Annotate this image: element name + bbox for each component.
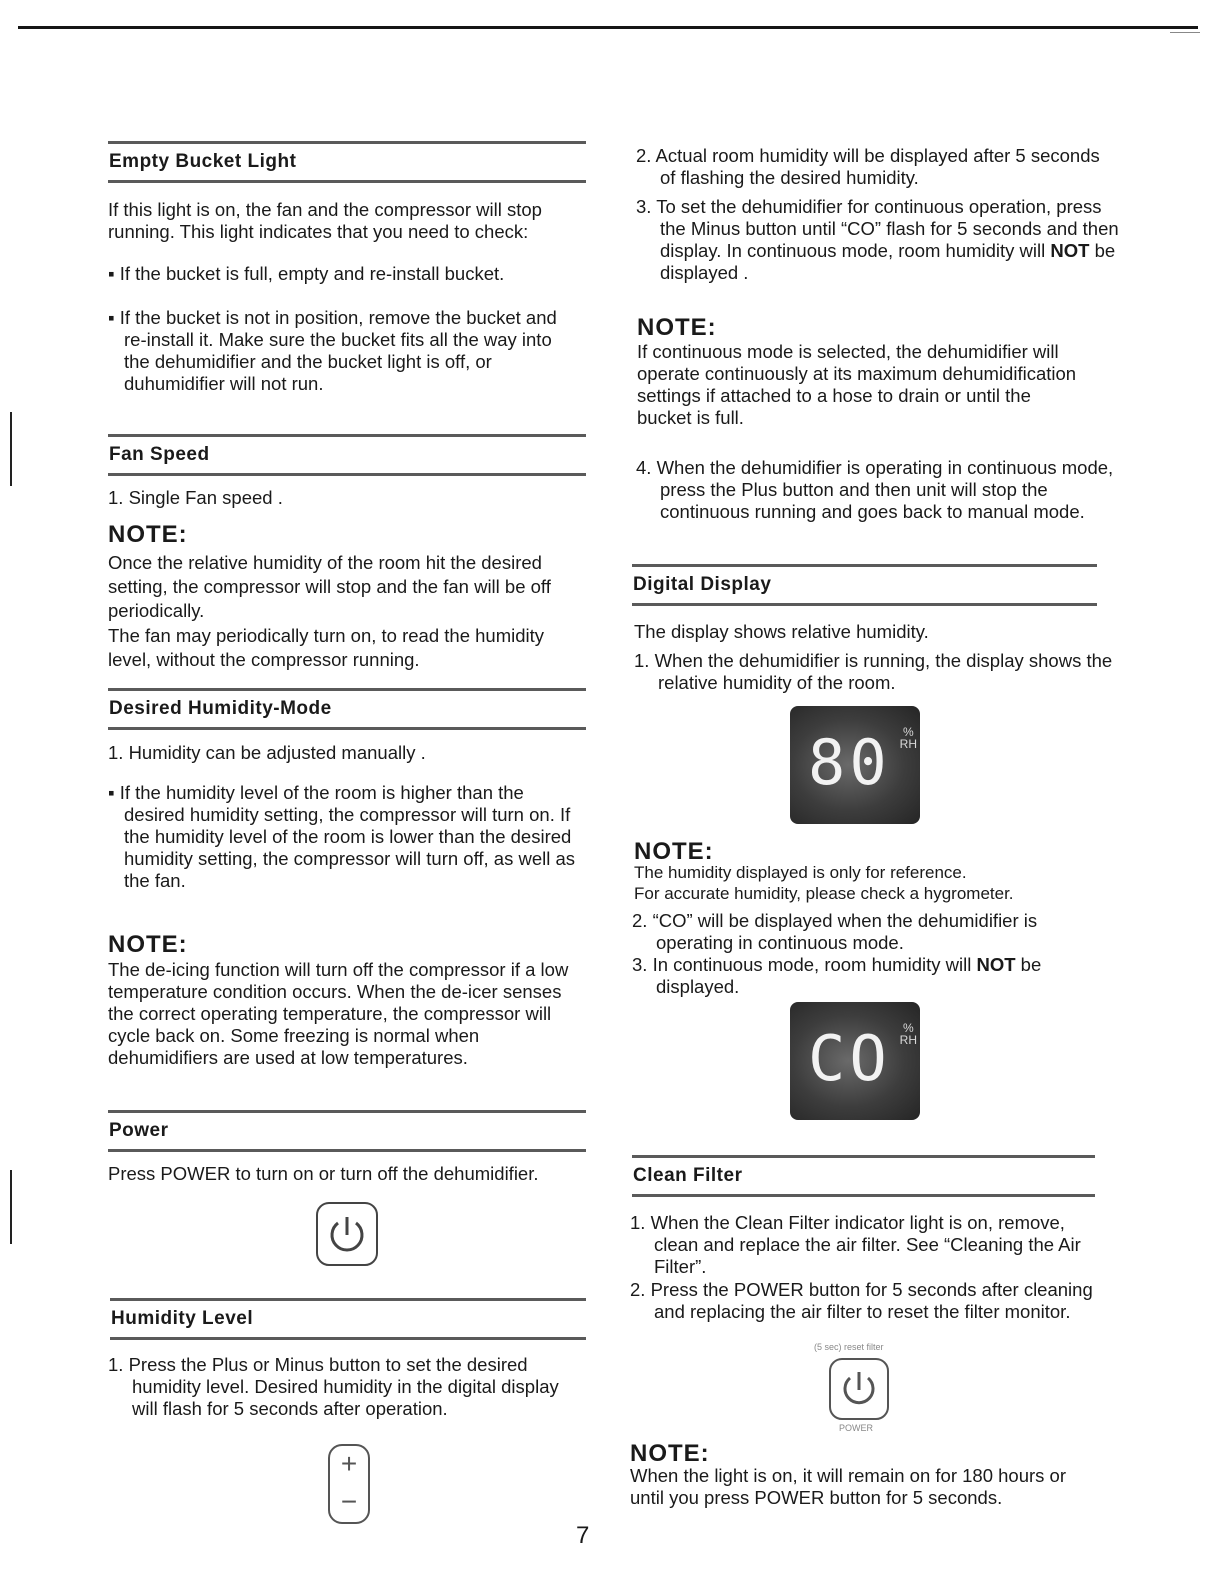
minus-icon[interactable]: − — [340, 1486, 358, 1517]
power-text: Press POWER to turn on or turn off the dehumidifier. — [108, 1163, 539, 1184]
empty-bucket-heading: Empty Bucket Light — [108, 141, 586, 183]
display-note-line-1: The humidity displayed is only for reference. — [634, 863, 967, 882]
plus-icon[interactable]: + — [340, 1448, 358, 1479]
fan-speed-heading: Fan Speed — [108, 434, 586, 476]
desired-mode-item-1: 1. Humidity can be adjusted manually . — [108, 742, 426, 763]
display-unit: % RH — [899, 1021, 917, 1047]
empty-bucket-intro: If this light is on, the fan and the compressor will stop running. This light indicates that you need to check: — [108, 199, 542, 242]
margin-mark — [10, 1170, 12, 1244]
continuous-note-text: If continuous mode is selected, the dehumidifier will operate continuously at its maximum dehumidification settings if attached to a hose to drain or until the bucket is full. — [637, 341, 1077, 428]
plus-minus-buttons[interactable] — [328, 1444, 370, 1524]
power-heading: Power — [108, 1110, 586, 1152]
humidity-level-item-1: 1. Press the Plus or Minus button to set the desired humidity level. Desired humidity in the digital display will flash for 5 seconds after operation. — [108, 1354, 559, 1419]
humidity-level-item-4: 4. When the dehumidifier is operating in continuous mode, press the Plus button and then unit will stop the continuous running and goes back to manual mode. — [636, 457, 1114, 522]
display-digits: CO — [808, 1022, 891, 1095]
power-icon — [318, 1204, 376, 1264]
digital-display-item-3: 3. In continuous mode, room humidity will NOT be displayed. — [632, 954, 1042, 997]
top-rule — [18, 26, 1198, 29]
display-note-label: NOTE: — [634, 838, 714, 865]
clean-filter-note-label: NOTE: — [630, 1440, 710, 1467]
digital-display-item-2: 2. “CO” will be displayed when the dehumidifier is operating in continuous mode. — [632, 910, 1038, 953]
power-icon — [831, 1360, 887, 1418]
continuous-note-label: NOTE: — [637, 314, 717, 341]
empty-bucket-bullet-2: ▪ If the bucket is not in position, remove the bucket and re-install it. Make sure the bucket fits all the way into the dehumidifier and the bucket light is off, or duhumidifier will not run. — [108, 307, 557, 394]
page-number: 7 — [576, 1522, 590, 1549]
fan-speed-note-p2: The fan may periodically turn on, to read the humidity level, without the compressor running. — [108, 625, 545, 670]
digital-display-heading: Digital Display — [632, 564, 1097, 606]
empty-bucket-bullet-1: ▪ If the bucket is full, empty and re-install bucket. — [108, 263, 505, 284]
clean-filter-item-1: 1. When the Clean Filter indicator light is on, remove, clean and replace the air filter. See “Cleaning the Air Filter”. — [630, 1212, 1081, 1277]
humidity-level-item-2: 2. Actual room humidity will be displayed after 5 seconds of flashing the desired humidity. — [636, 145, 1100, 188]
power-caption: POWER — [839, 1423, 874, 1433]
humidity-display-80 — [790, 706, 920, 824]
humidity-display-co — [790, 1002, 920, 1120]
display-digits: 80 — [808, 726, 891, 799]
clean-filter-item-2: 2. Press the POWER button for 5 seconds after cleaning and replacing the air filter to reset the filter monitor. — [630, 1279, 1093, 1322]
reset-filter-caption: (5 sec) reset filter — [814, 1342, 884, 1352]
clean-filter-heading: Clean Filter — [632, 1155, 1095, 1197]
desired-mode-note-text: The de-icing function will turn off the compressor if a low temperature condition occurs. When the de-icer senses the correct operating temperature, the compressor will cycle back on. Some freezing is normal when dehumidifiers are used at low temperatures. — [108, 959, 569, 1068]
desired-mode-note-label: NOTE: — [108, 931, 188, 958]
top-rule-tail — [1170, 32, 1200, 33]
display-unit: % RH — [899, 725, 917, 751]
fan-speed-note-p1: Once the relative humidity of the room hit the desired setting, the compressor will stop and the fan will be off periodically. — [108, 552, 551, 621]
power-button[interactable] — [316, 1202, 378, 1266]
fan-speed-note-label: NOTE: — [108, 521, 188, 548]
digital-display-item-1: 1. When the dehumidifier is running, the display shows the relative humidity of the room. — [634, 650, 1113, 693]
humidity-level-item-3: 3. To set the dehumidifier for continuous operation, press the Minus button until “CO” flash for 5 seconds and then display. In continuous mode, room humidity will NOT be displayed . — [636, 196, 1119, 283]
margin-mark — [10, 412, 12, 486]
humidity-level-heading: Humidity Level — [110, 1298, 586, 1340]
power-reset-button[interactable] — [829, 1358, 889, 1420]
desired-mode-heading: Desired Humidity-Mode — [108, 688, 586, 730]
fan-speed-item-1: 1. Single Fan speed . — [108, 487, 283, 508]
digital-display-intro: The display shows relative humidity. — [634, 621, 929, 642]
display-note-line-2: For accurate humidity, please check a hygrometer. — [634, 884, 1014, 903]
clean-filter-note-text: When the light is on, it will remain on for 180 hours or until you press POWER button for 5 seconds. — [630, 1465, 1066, 1508]
desired-mode-bullet-1: ▪ If the humidity level of the room is higher than the desired humidity setting, the compressor will turn on. If the humidity level of the room is lower than the desired humidity setting, the compressor will turn off, as well as the fan. — [108, 782, 576, 891]
